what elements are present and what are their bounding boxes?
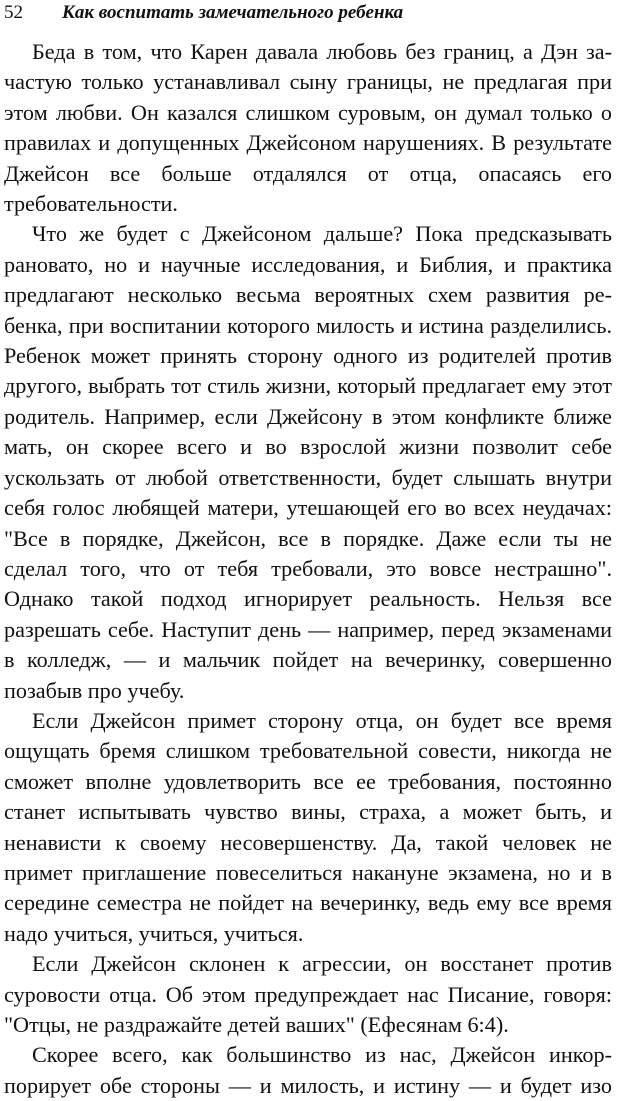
paragraph: Что же будет с Джейсоном дальше? Пока предсказывать рановато, но и научные исследования, и Библия, и практика предлагают несколько весьма вероятных схем развития ребенка, при воспитании которого милость и истина разделились. Ребенок может принять сторону одного из родителей против другого, выбрать тот стиль жизни, который предлагает ему этот родитель. Например, если Джейсону в этом конфликте ближе мать, он скорее всего и во взрослой жизни позволит себе ускользать от любой ответственности, будет слышать внутри себя голос любящей матери, утешающей его во всех неудачах: "Все в порядке, Джейсон, все в порядке. Даже если ты не сделал того, что от тебя требовали, это вовсе нестрашно". Однако такой подход игнорирует реальность. Нельзя все разрешать себе. Наступит день — например, перед экзаменами в колледж, — и мальчик пойдет на вечеринку, совершенно позабыв про учебу. <box>4 221 612 703</box>
page-number: 52 <box>4 2 23 23</box>
running-title: Как воспитать замечательного ребенка <box>62 2 404 23</box>
paragraph: Если Джейсон склонен к агрессии, он восстанет против суровости отца. Об этом предупреждает нас Писание, говоря: "Отцы, не раздражайте детей ваших" (Ефесянам 6:4). <box>4 951 612 1037</box>
body-text <box>4 37 612 1101</box>
paragraph: Беда в том, что Карен давала любовь без границ, а Дэн зачастую только устанавливал сыну границы, не предлагая при этом любви. Он казался слишком суровым, он думал только о правилах и допущенных Джейсоном нарушениях. В результате Джейсон все больше отдалялся от отца, опасаясь его требовательности. <box>4 39 612 217</box>
paragraph: Скорее всего, как большинство из нас, Джейсон инкорпорирует обе стороны — и милость, и истину — и будет изо <box>4 1042 612 1098</box>
page-header <box>4 0 604 26</box>
paragraph: Если Джейсон примет сторону отца, он будет все время ощущать бремя слишком требовательной совести, никогда не сможет вполне удовлетворить все ее требования, постоянно станет испытывать чувство вины, страха, а может быть, и ненависти к своему несовершенству. Да, такой человек не примет приглашение повеселиться накануне экзамена, но и в середине семестра не пойдет на вечеринку, ведь ему все время надо учиться, учиться, учиться. <box>4 707 612 946</box>
